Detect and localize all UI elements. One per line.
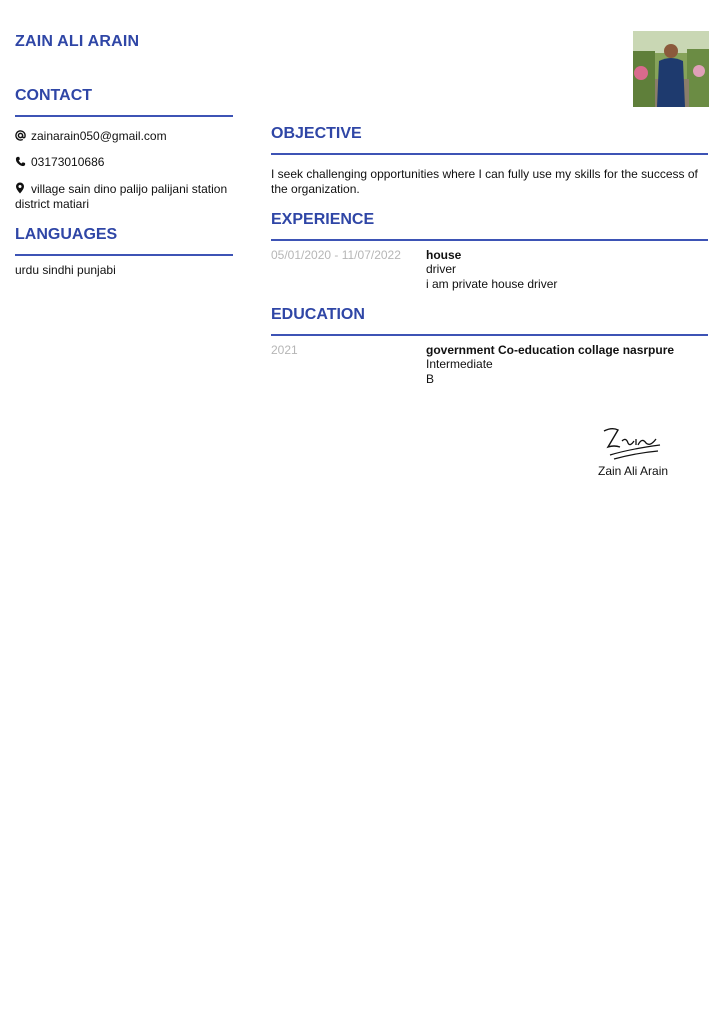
education-grade: B — [426, 372, 435, 386]
at-icon — [15, 130, 27, 144]
education-year: 2021 — [271, 343, 298, 357]
experience-divider — [271, 239, 708, 241]
contact-divider — [15, 115, 233, 117]
signature-image — [600, 425, 664, 465]
signature-name: Zain Ali Arain — [598, 464, 669, 478]
experience-description: i am private house driver — [426, 277, 558, 291]
education-divider — [271, 334, 708, 336]
experience-heading: EXPERIENCE — [271, 211, 375, 228]
contact-address — [15, 182, 235, 211]
objective-heading: OBJECTIVE — [271, 125, 362, 142]
contact-address-text: village sain dino palijo palijani station district matiari — [15, 182, 228, 211]
experience-role: driver — [426, 262, 457, 276]
contact-email — [15, 129, 167, 144]
objective-text: I seek challenging opportunities where I can fully use my skills for the success of the organization. — [271, 167, 698, 196]
profile-photo — [633, 31, 709, 107]
contact-phone-text[interactable]: 03173010686 — [31, 155, 105, 169]
education-institution: government Co-education collage nasrpure — [426, 343, 675, 357]
resume-name: ZAIN ALI ARAIN — [15, 33, 140, 50]
languages-divider — [15, 254, 233, 256]
contact-phone — [15, 155, 104, 170]
education-heading: EDUCATION — [271, 306, 365, 323]
experience-employer: house — [426, 248, 462, 262]
phone-icon — [15, 156, 27, 170]
contact-email-text[interactable]: zainarain050@gmail.com — [31, 129, 167, 143]
experience-dates: 05/01/2020 - 11/07/2022 — [271, 248, 401, 262]
education-degree: Intermediate — [426, 357, 493, 371]
map-pin-icon — [15, 182, 27, 197]
objective-divider — [271, 153, 708, 155]
contact-heading: CONTACT — [15, 87, 93, 104]
languages-heading: LANGUAGES — [15, 226, 118, 243]
languages-text: urdu sindhi punjabi — [15, 263, 116, 277]
